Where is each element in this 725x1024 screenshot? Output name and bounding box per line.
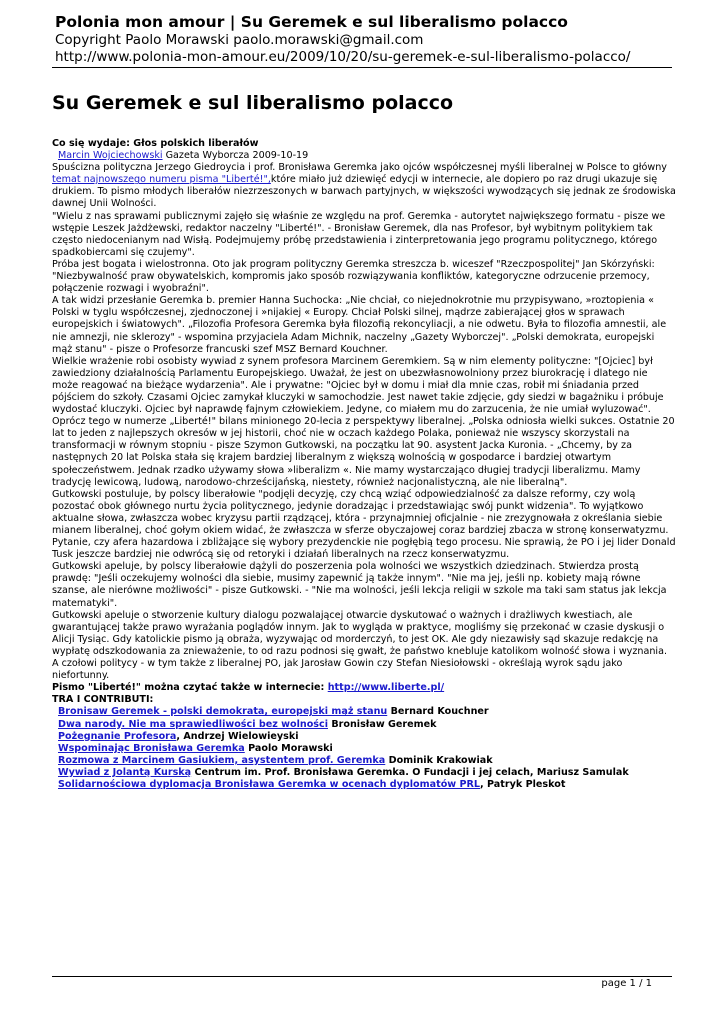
contribution-author: , Patryk Pleskot — [480, 778, 566, 790]
contribution-link[interactable]: Dwa narody. Nie ma sprawiedliwości bez wolności — [58, 718, 328, 730]
contribution-author: Bronisław Geremek — [327, 718, 437, 730]
magazine-topic-link[interactable]: temat najnowszego numeru pisma "Liberté!", — [52, 174, 271, 186]
paragraph-6: Oprócz tego w numerze „Liberté!" bilans minionego 20-lecia z perspektywy liberalnej. „Polska odniosła wielki sukces. Ostatnie 20 lat to jeden z najlepszych okresów w jej historii, choć nie w oczach każdego Polaka, ponieważ nie wszyscy skorzystali na transformacji w równym stopniu - pisze Szymon Gutkowski, na początku lat 90. asystent Jacka Kuronia. - „Chcemy, by za następnych 20 lat Polska stała się krajem bardziej liberalnym z większą wolnością w gospodarce i bardziej otwartym społeczeństwem. Jednak rzadko używamy słowa »liberalizm «. Nie mamy wystarczająco długiej tradycji liberalizmu. Mamy tradycję lewicową, ludową, narodowo-chrześcijańską, niestety, również nacjonalistyczną, ale nie liberalną". — [52, 416, 675, 488]
contribution-author: , Andrzej Wielowieyski — [176, 730, 299, 742]
contribution-link[interactable]: Bronisaw Geremek - polski demokrata, europejski mąż stanu — [58, 706, 388, 718]
paragraph-1-text-a: Spuścizna polityczna Jerzego Giedroycia i prof. Bronisława Geremka jako ojców współczesnej myśli liberalnej w Polsce to główny — [52, 162, 667, 174]
contribution-link[interactable]: Rozmowa z Marcinem Gasiukiem, asystentem prof. Geremka — [58, 754, 386, 766]
section-title: Co się wydaje: Głos polskich liberałów — [52, 138, 259, 149]
contribution-link[interactable]: Solidarnościowa dyplomacja Bronisława Geremka w ocenach dyplomatów PRL — [58, 778, 481, 790]
article-body — [52, 138, 676, 791]
list-item — [52, 767, 676, 779]
contribution-author: Dominik Krakowiak — [385, 754, 493, 766]
paragraph-2: "Wielu z nas sprawami publicznymi zajęło się właśnie ze względu na prof. Geremka - autorytet największego formatu - pisze we wstępie Leszek Jażdżewski, redaktor naczelny "Liberté!". - Bronisław Geremek, dla nas Profesor, był wybitnym politykiem tak często niedocenianym nad Wisłą. Podejmujemy próbę przedstawienia i zinterpretowania jego programu politycznego, którego spadkobiercami się czujemy". — [52, 210, 666, 258]
paragraph-8: Gutkowski apeluje, by polscy liberałowie dążyli do poszerzenia pola wolności we wszystkich dziedzinach. Stwierdza prostą prawdę: "Jeśli oczekujemy wolności dla siebie, musimy zapewnić ją także innym". "Nie ma jej, jeśli np. kobiety mają równe szanse, ale nierówne możliwości" - pisze Gutkowski. - "Nie ma wolności, jeśli lekcja religii w szkole ma taki sam status jak lekcja matematyki". — [52, 561, 667, 609]
author-link[interactable]: Marcin Wojciechowski — [58, 150, 163, 162]
list-item — [52, 706, 676, 718]
liberte-website-link[interactable]: http://www.liberte.pl/ — [327, 682, 445, 694]
paragraph-9: Gutkowski apeluje o stworzenie kultury dialogu pozwalającej otwarcie dyskutować o ważnych i drażliwych kwestiach, ale gwarantującej także prawo wyrażania poglądów innym. Jak to wygląda w praktyce, mogliśmy się przekonać w czasie dyskusji o Alicji Tysiąc. Gdy katolickie pismo ją obraża, wyzywając od morderczyń, to jest OK. Ale gdy niezawisły sąd skazuje redakcję na wypłatę odszkodowania za znieważenie, to od razu podnosi się gwałt, że państwo knebluje katolikom wolność słowa i wyznania. A czołowi politycy - w tym także z liberalnej PO, jak Jarosław Gowin czy Stefan Niesiołowski - określają wyrok sądu jako niefortunny. — [52, 609, 668, 682]
page-number: page 1 / 1 — [601, 978, 652, 989]
contributions-list — [52, 706, 676, 791]
list-item — [52, 779, 676, 791]
header-divider — [52, 67, 672, 68]
list-item — [52, 743, 676, 755]
source-url: http://www.polonia-mon-amour.eu/2009/10/20/su-geremek-e-sul-liberalismo-polacco/ — [55, 49, 631, 65]
online-label: Pismo "Liberté!" można czytać także w internecie: — [52, 682, 328, 694]
paragraph-5: Wielkie wrażenie robi osobisty wywiad z synem profesora Marcinem Geremkiem. Są w nim elementy polityczne: "[Ojciec] był zawiedziony działalnością Parlamentu Europejskiego. Uważał, że jest on ubezwłasnowolniony przez biurokrację i dlatego nie może reagować na bieżące wydarzenia". Ale i prywatne: "Ojciec był w domu i miał dla mnie czas, robił mi śniadania przed pójściem do szkoły. Czasami Ojciec zamykał kluczyki w samochodzie. Jest nawet takie zdjęcie, gdy siedzi w bagażniku i próbuje wydostać kluczyki. Ojciec był naprawdę fajnym człowiekiem. Jedyne, co miałem mu do zarzucenia, że nie umiał wyluzować". — [52, 355, 664, 416]
byline-source: Gazeta Wyborcza 2009-10-19 — [162, 150, 309, 162]
contribution-link[interactable]: Wspominając Bronisława Geremka — [58, 742, 245, 754]
contribution-link[interactable]: Wywiad z Jolantą Kurską — [58, 766, 192, 778]
contribution-author: Paolo Morawski — [244, 742, 333, 754]
list-item — [52, 755, 676, 767]
contribution-author: Centrum im. Prof. Bronisława Geremka. O Fundacji i jej celach, Mariusz Samulak — [191, 766, 629, 778]
list-item — [52, 719, 676, 731]
byline — [52, 150, 676, 162]
contributions-heading: TRA I CONTRIBUTI: — [52, 694, 154, 706]
list-item — [52, 731, 676, 743]
copyright-line: Copyright Paolo Morawski paolo.morawski@gmail.com — [55, 32, 424, 48]
paragraph-3: Próba jest bogata i wielostronna. Oto jak program polityczny Geremka streszcza b. wiceszef "Rzeczpospolitej" Jan Skórzyński: "Niezbywalność praw obywatelskich, kompromis jako sposób rozwiązywania konfliktów, kategoryczne odrzucenie przemocy, połączenie rozwagi i wyobraźni". — [52, 258, 655, 295]
paragraph-4: A tak widzi przesłanie Geremka b. premier Hanna Suchocka: „Nie chciał, co niejednokrotnie mu przypisywano, »roztopienia « Polski w tyglu współczesnej, zjednoczonej i »nijakiej « Europy. Chciał Polski silnej, mądrze zabierającej głos w sprawach europejskich i światowych". „Filozofia Profesora Geremka była filozofią rekoncyliacji, a nie odwetu. Była to filozofia amnestii, ale nie amnezji, nie sklerozy" - wspomina przyjaciela Adam Michnik, naczelny „Gazety Wyborczej". „Polski demokrata, europejski mąż stanu" - pisze o Profesorze francuski szef MSZ Bernard Kouchner. — [52, 295, 667, 355]
site-title: Polonia mon amour | Su Geremek e sul liberalismo polacco — [55, 13, 568, 31]
online-note — [52, 682, 676, 694]
footer-divider — [52, 976, 672, 977]
article-title: Su Geremek e sul liberalismo polacco — [52, 92, 454, 114]
paragraph-1-text-b: które miało już dziewięć edycji w internecie, ale dopiero po raz drugi ukazuje się drukiem. To pismo młodych liberałów niezrzeszonych w barwach partyjnych, w większości wywodzących się jednak ze środowiska dawnej Unii Wolności. — [52, 174, 676, 210]
paragraph-7: Gutkowski postuluje, by polscy liberałowie "podjęli decyzję, czy chcą wziąć odpowiedzialność za dalsze reformy, czy wolą pozostać obok głównego nurtu życia politycznego, jedynie doradzając i przedstawiając swój punkt widzenia". To wyjątkowo aktualne słowa, zwłaszcza wobec kryzysu partii rządzącej, która - przynajmniej oficjalnie - nie zrezygnowała z określania siebie mianem liberalnej, choć gołym okiem widać, że zwłaszcza w sferze obyczajowej coraz bardziej zbacza w stronę konserwatyzmu. Pytanie, czy afera hazardowa i zbliżające się wybory prezydenckie nie pogłębią tego procesu. Nie sprawią, że PO i jej lider Donald Tusk jeszcze bardziej nie odwrócą się od retoryki i działań liberalnych na rzecz konserwatyzmu. — [52, 488, 676, 561]
contribution-link[interactable]: Pożegnanie Profesora — [58, 730, 177, 742]
paragraph-1 — [52, 162, 676, 210]
contribution-author: Bernard Kouchner — [387, 706, 489, 718]
document-header — [55, 13, 675, 66]
